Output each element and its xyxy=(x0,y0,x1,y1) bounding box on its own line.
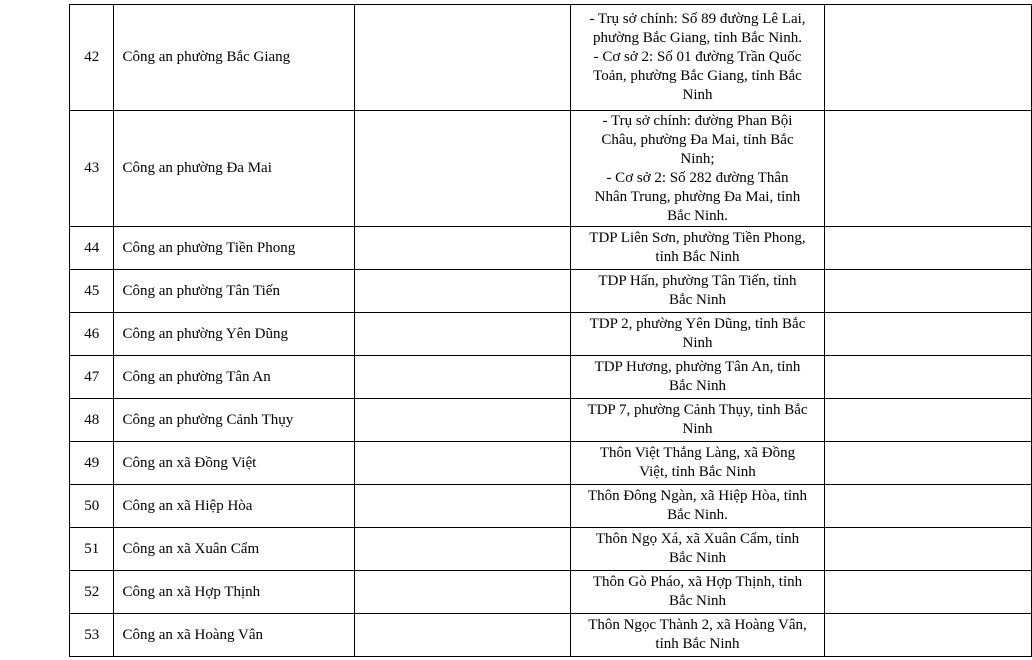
address-line: Thôn Gò Pháo, xã Hợp Thịnh, tỉnh xyxy=(592,574,803,590)
unit-name: Công an xã Hoàng Vân xyxy=(114,614,355,657)
empty-cell xyxy=(355,485,571,528)
unit-name: Công an xã Xuân Cẩm xyxy=(114,528,355,571)
address-line: TDP 7, phường Cảnh Thụy, tỉnh Bắc xyxy=(587,402,808,418)
address-line: Bắc Ninh xyxy=(668,550,727,566)
address-line: Nhân Trung, phường Đa Mai, tỉnh xyxy=(594,188,801,205)
address-line: Bắc Ninh xyxy=(668,593,727,609)
unit-name: Công an phường Bắc Giang xyxy=(114,5,355,111)
address-line: - Trụ sở chính: Số 89 đường Lê Lai, xyxy=(589,11,806,27)
empty-cell xyxy=(824,227,1031,270)
address-line: TDP 2, phường Yên Dũng, tỉnh Bắc xyxy=(589,316,806,332)
address-line: Thôn Ngọ Xá, xã Xuân Cẩm, tỉnh xyxy=(595,531,800,547)
address-line: Bắc Ninh xyxy=(668,292,727,308)
empty-cell xyxy=(824,571,1031,614)
unit-name: Công an phường Yên Dũng xyxy=(114,313,355,356)
unit-address xyxy=(571,442,824,485)
empty-cell xyxy=(355,111,571,227)
empty-cell xyxy=(355,313,571,356)
row-number: 43 xyxy=(70,111,114,227)
unit-name: Công an phường Tân Tiến xyxy=(114,270,355,313)
unit-name: Công an xã Hợp Thịnh xyxy=(114,571,355,614)
empty-cell xyxy=(824,528,1031,571)
table-row xyxy=(70,270,1032,313)
address-line: Thôn Việt Thắng Làng, xã Đồng xyxy=(599,445,796,461)
table-row xyxy=(70,528,1032,571)
unit-address xyxy=(571,614,824,657)
empty-cell xyxy=(355,270,571,313)
row-number: 44 xyxy=(70,227,114,270)
unit-name: Công an phường Cảnh Thụy xyxy=(114,399,355,442)
unit-name: Công an phường Đa Mai xyxy=(114,111,355,227)
row-number: 42 xyxy=(70,5,114,111)
table-row xyxy=(70,485,1032,528)
unit-address xyxy=(571,356,824,399)
unit-name: Công an xã Hiệp Hòa xyxy=(114,485,355,528)
address-line: - Trụ sở chính: đường Phan Bội xyxy=(602,112,793,129)
address-line: - Cơ sở 2: Số 01 đường Trần Quốc xyxy=(593,49,802,65)
address-line: Thôn Ngọc Thành 2, xã Hoàng Vân, xyxy=(588,617,807,633)
unit-address xyxy=(571,528,824,571)
unit-address xyxy=(571,571,824,614)
table-row xyxy=(70,399,1032,442)
row-number: 48 xyxy=(70,399,114,442)
unit-name: Công an xã Đồng Việt xyxy=(114,442,355,485)
empty-cell xyxy=(824,356,1031,399)
address-line: Châu, phường Đa Mai, tỉnh Bắc xyxy=(601,131,794,148)
unit-address xyxy=(571,485,824,528)
address-line: Bắc Ninh xyxy=(668,378,727,394)
empty-cell xyxy=(824,442,1031,485)
empty-cell xyxy=(824,614,1031,657)
row-number: 50 xyxy=(70,485,114,528)
address-line: Thôn Đông Ngàn, xã Hiệp Hòa, tỉnh xyxy=(587,488,808,504)
address-line: tỉnh Bắc Ninh xyxy=(655,249,740,265)
empty-cell xyxy=(824,399,1031,442)
address-line: Toản, phường Bắc Giang, tỉnh Bắc xyxy=(593,68,802,84)
unit-address xyxy=(571,399,824,442)
table-row xyxy=(70,614,1032,657)
unit-address xyxy=(571,227,824,270)
address-line: TDP Hương, phường Tân An, tỉnh xyxy=(594,359,801,375)
table-row xyxy=(70,5,1032,111)
table-row xyxy=(70,571,1032,614)
empty-cell xyxy=(355,442,571,485)
address-line: Ninh xyxy=(682,421,713,437)
unit-address xyxy=(571,111,824,227)
row-number: 51 xyxy=(70,528,114,571)
row-number: 47 xyxy=(70,356,114,399)
empty-cell xyxy=(355,528,571,571)
unit-address xyxy=(571,5,824,111)
unit-address xyxy=(571,313,824,356)
unit-address xyxy=(571,270,824,313)
address-line: - Cơ sở 2: Số 282 đường Thân xyxy=(606,169,789,186)
empty-cell xyxy=(355,614,571,657)
address-line: Ninh; xyxy=(680,150,715,167)
empty-cell xyxy=(824,111,1031,227)
empty-cell xyxy=(824,5,1031,111)
empty-cell xyxy=(355,571,571,614)
address-line: TDP Hấn, phường Tân Tiến, tỉnh xyxy=(598,273,797,289)
empty-cell xyxy=(355,399,571,442)
row-number: 49 xyxy=(70,442,114,485)
table-row xyxy=(70,313,1032,356)
empty-cell xyxy=(824,313,1031,356)
address-line: Bắc Ninh. xyxy=(667,207,728,224)
address-line: Bắc Ninh. xyxy=(667,507,728,523)
table-row xyxy=(70,227,1032,270)
address-line: TDP Liên Sơn, phường Tiền Phong, xyxy=(589,230,806,246)
address-line: Việt, tỉnh Bắc Ninh xyxy=(639,464,756,480)
empty-cell xyxy=(824,485,1031,528)
row-number: 45 xyxy=(70,270,114,313)
empty-cell xyxy=(355,227,571,270)
row-number: 52 xyxy=(70,571,114,614)
table-row xyxy=(70,111,1032,227)
unit-name: Công an phường Tiền Phong xyxy=(114,227,355,270)
row-number: 53 xyxy=(70,614,114,657)
address-line: phường Bắc Giang, tỉnh Bắc Ninh. xyxy=(593,30,802,46)
address-line: tỉnh Bắc Ninh xyxy=(655,636,740,652)
table-row xyxy=(70,356,1032,399)
unit-name: Công an phường Tân An xyxy=(114,356,355,399)
table-row xyxy=(70,442,1032,485)
row-number: 46 xyxy=(70,313,114,356)
address-line: Ninh xyxy=(682,335,713,351)
empty-cell xyxy=(824,270,1031,313)
empty-cell xyxy=(355,5,571,111)
police-units-table xyxy=(69,4,1032,657)
address-line: Ninh xyxy=(682,87,713,103)
empty-cell xyxy=(355,356,571,399)
